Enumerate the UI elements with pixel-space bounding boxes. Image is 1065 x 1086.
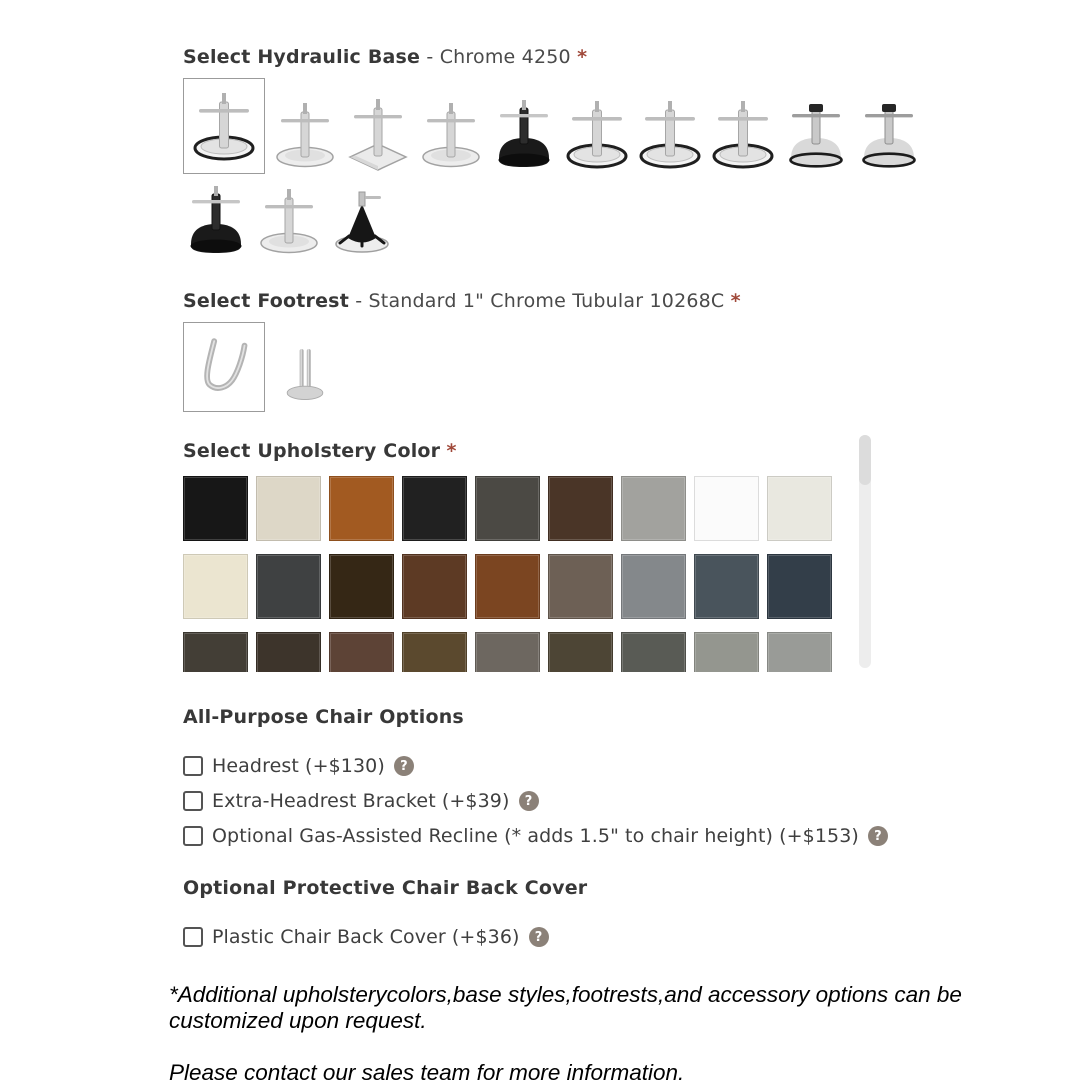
upholstery-swatch-17[interactable] [694, 554, 759, 619]
upholstery-swatch-7[interactable] [621, 476, 686, 541]
upholstery-swatch-9[interactable] [767, 476, 832, 541]
silver-dome-base-icon [856, 94, 922, 174]
required-asterisk: * [577, 46, 588, 68]
upholstery-label: Select Upholstery Color [183, 440, 441, 462]
chrome-square-base-icon [345, 94, 411, 174]
t-bar-footrest-icon [272, 338, 338, 412]
upholstery-swatch-15[interactable] [548, 554, 613, 619]
hydraulic-base-heading [183, 46, 1065, 68]
footrest-label: Select Footrest [183, 290, 349, 312]
option-label: Headrest (+$130) [212, 755, 385, 777]
chrome-round-base-icon [564, 94, 630, 174]
upholstery-swatch-area [183, 476, 883, 672]
chrome-flat-base-icon [272, 94, 338, 174]
upholstery-swatch-20[interactable] [256, 632, 321, 672]
chrome-flat-base-icon [418, 94, 484, 174]
black-dome-base-icon [183, 180, 249, 260]
chrome-round-base-icon [637, 94, 703, 174]
note-paragraph-1: *Additional upholsterycolors,base styles,footrests,and accessory options can be customized upon request. [169, 982, 962, 1034]
upholstery-swatch-6[interactable] [548, 476, 613, 541]
option-label: Extra-Headrest Bracket (+$39) [212, 790, 510, 812]
required-asterisk: * [730, 290, 741, 312]
heading-dash: - [355, 290, 363, 312]
heading-dash: - [426, 46, 434, 68]
base-option-silver-dome-base-2[interactable] [856, 94, 922, 174]
hydraulic-base-label: Select Hydraulic Base [183, 46, 421, 68]
chrome-flat-base-icon [256, 180, 322, 260]
option-row[interactable] [183, 755, 1065, 777]
upholstery-swatch-2[interactable] [256, 476, 321, 541]
upholstery-swatch-26[interactable] [694, 632, 759, 672]
option-label: Plastic Chair Back Cover (+$36) [212, 926, 520, 948]
option-row[interactable] [183, 825, 1065, 847]
base-option-chrome-round-base-4250[interactable] [183, 78, 265, 174]
black-spider-base-icon [329, 180, 395, 260]
upholstery-swatch-23[interactable] [475, 632, 540, 672]
base-option-chrome-flat-round-base[interactable] [272, 94, 338, 174]
swatch-scrollbar-thumb[interactable] [859, 435, 871, 485]
base-option-silver-dome-base[interactable] [783, 94, 849, 174]
upholstery-swatch-1[interactable] [183, 476, 248, 541]
checkbox[interactable] [183, 826, 203, 846]
base-option-chrome-round-recessed-base[interactable] [564, 94, 630, 174]
help-icon[interactable]: ? [519, 791, 539, 811]
upholstery-swatch-24[interactable] [548, 632, 613, 672]
upholstery-swatch-21[interactable] [329, 632, 394, 672]
base-option-black-round-base[interactable] [491, 94, 557, 174]
help-icon[interactable]: ? [394, 756, 414, 776]
footrest-option-t-bar-chrome[interactable] [272, 338, 338, 412]
checkbox[interactable] [183, 756, 203, 776]
chair-options-title: All-Purpose Chair Options [183, 706, 464, 728]
option-label: Optional Gas-Assisted Recline (* adds 1.5" to chair height) (+$153) [212, 825, 859, 847]
upholstery-swatch-11[interactable] [256, 554, 321, 619]
base-option-chrome-square-base[interactable] [345, 94, 411, 174]
footrest-heading [183, 290, 1065, 312]
upholstery-swatch-3[interactable] [329, 476, 394, 541]
hydraulic-base-grid [183, 78, 963, 260]
checkbox[interactable] [183, 927, 203, 947]
footrest-selected-value: Standard 1" Chrome Tubular 10268C [368, 290, 725, 312]
black-dome-base-icon [491, 94, 557, 174]
help-icon[interactable]: ? [868, 826, 888, 846]
upholstery-swatch-22[interactable] [402, 632, 467, 672]
base-option-chrome-round-star-base[interactable] [637, 94, 703, 174]
note-paragraph-2: Please contact our sales team for more information. [169, 1060, 685, 1086]
upholstery-swatch-10[interactable] [183, 554, 248, 619]
footrest-grid [183, 322, 963, 412]
u-shaped-footrest-icon [191, 330, 257, 404]
swatch-scrollbar-track[interactable] [859, 435, 871, 668]
base-option-chrome-round-star-base-2[interactable] [710, 94, 776, 174]
base-option-chrome-round-low-base[interactable] [256, 180, 322, 260]
checkbox[interactable] [183, 791, 203, 811]
upholstery-swatch-8[interactable] [694, 476, 759, 541]
upholstery-swatch-19[interactable] [183, 632, 248, 672]
option-row[interactable] [183, 926, 1065, 948]
upholstery-heading [183, 440, 1065, 462]
upholstery-swatch-27[interactable] [767, 632, 832, 672]
upholstery-swatch-18[interactable] [767, 554, 832, 619]
back-cover-list [183, 926, 1065, 948]
upholstery-swatch-16[interactable] [621, 554, 686, 619]
option-row[interactable] [183, 790, 1065, 812]
footrest-option-u-shaped-tubular-chrome[interactable] [183, 322, 265, 412]
base-option-black-spider-base[interactable] [329, 180, 395, 260]
upholstery-swatch-grid [183, 476, 833, 672]
upholstery-swatch-4[interactable] [402, 476, 467, 541]
silver-dome-base-icon [783, 94, 849, 174]
chair-options-list [183, 755, 1065, 847]
base-option-black-dome-base[interactable] [183, 180, 249, 260]
upholstery-swatch-viewport [183, 476, 833, 672]
chrome-round-base-icon [710, 94, 776, 174]
hydraulic-base-selected-value: Chrome 4250 [439, 46, 571, 68]
upholstery-swatch-12[interactable] [329, 554, 394, 619]
customization-note [169, 982, 969, 1086]
upholstery-swatch-13[interactable] [402, 554, 467, 619]
chrome-round-base-icon [191, 86, 257, 166]
help-icon[interactable]: ? [529, 927, 549, 947]
required-asterisk: * [446, 440, 457, 462]
upholstery-swatch-14[interactable] [475, 554, 540, 619]
back-cover-title: Optional Protective Chair Back Cover [183, 877, 588, 899]
upholstery-swatch-25[interactable] [621, 632, 686, 672]
upholstery-swatch-5[interactable] [475, 476, 540, 541]
base-option-chrome-round-base[interactable] [418, 94, 484, 174]
